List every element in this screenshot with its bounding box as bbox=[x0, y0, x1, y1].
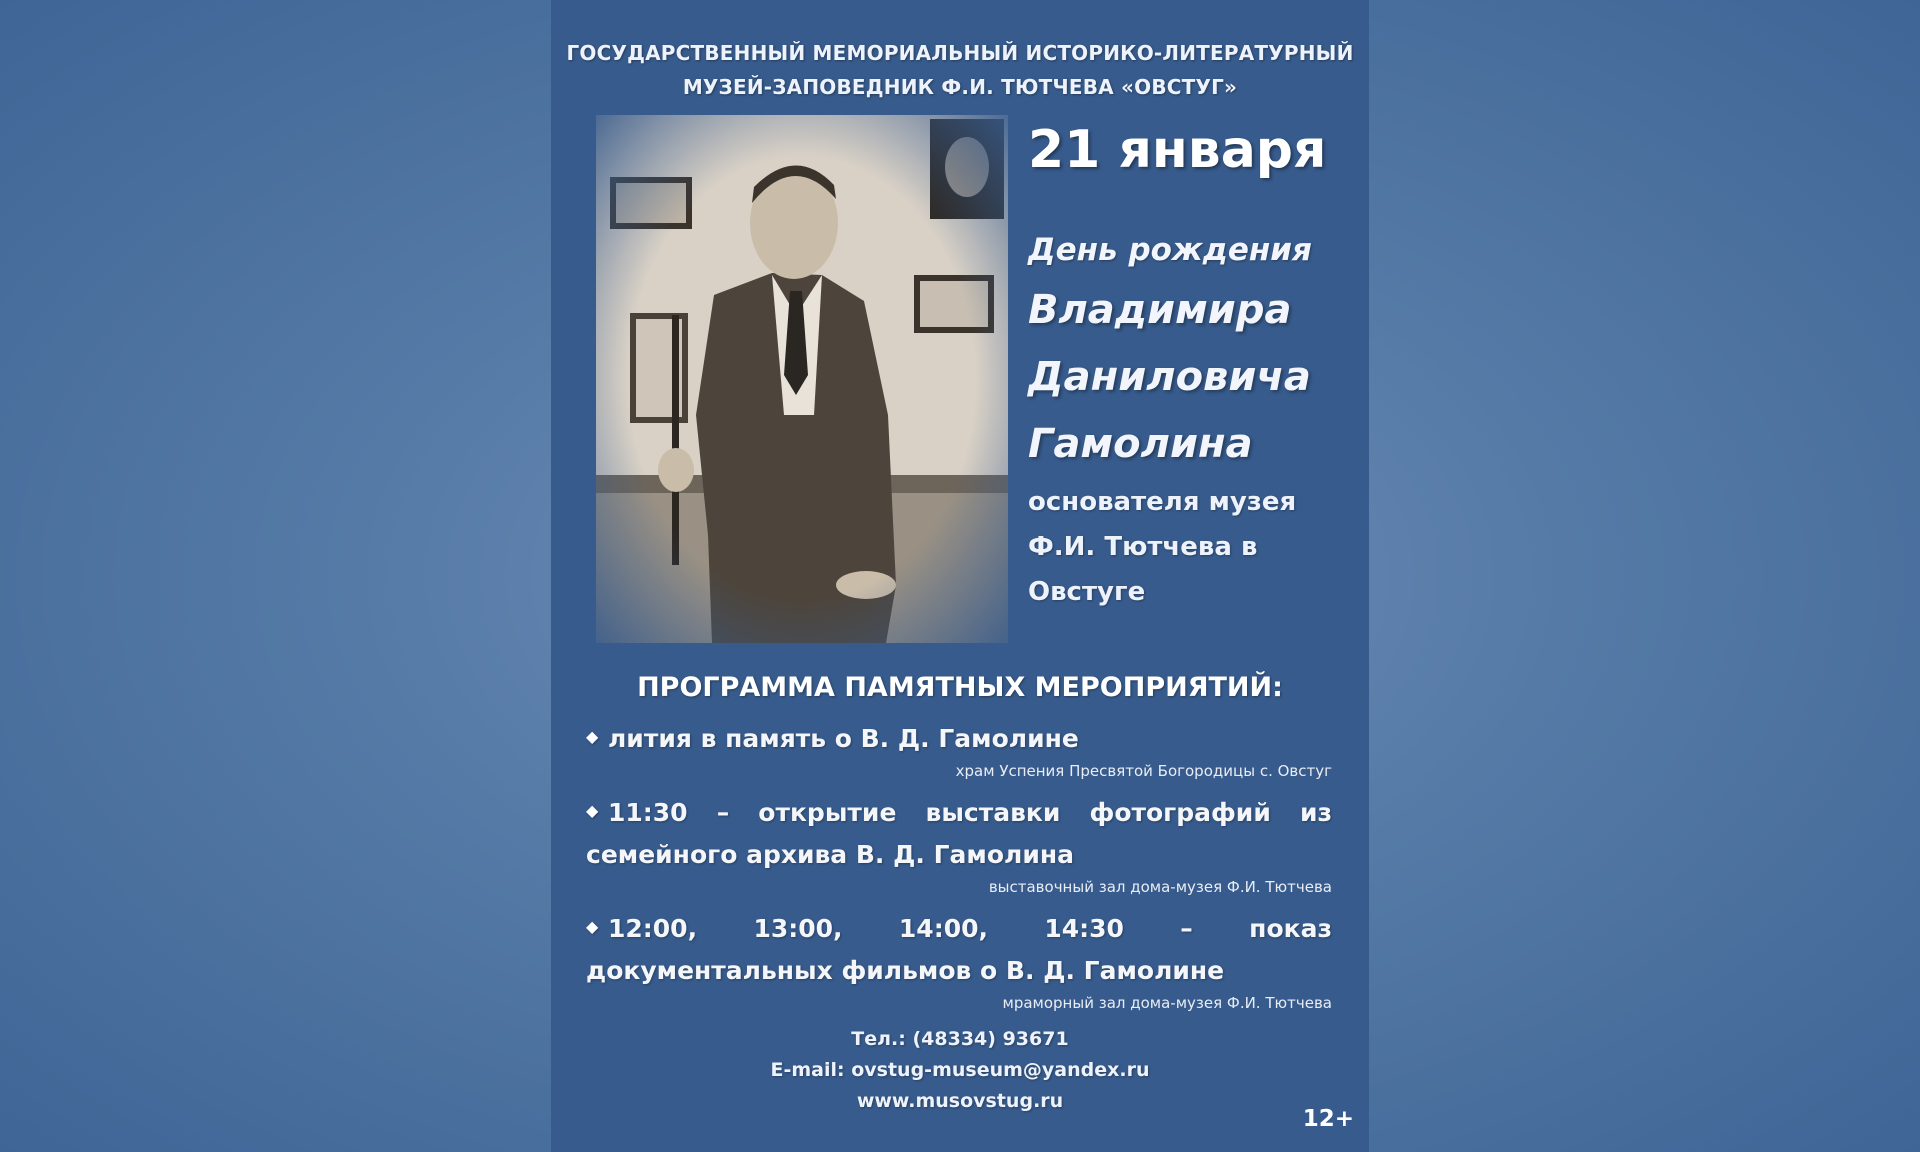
contacts bbox=[551, 1024, 1369, 1117]
program-item bbox=[586, 908, 1332, 1014]
portrait-photo bbox=[596, 115, 1008, 643]
founder-description bbox=[1028, 480, 1296, 615]
founder-line-3: Овстуге bbox=[1028, 577, 1146, 607]
museum-header bbox=[551, 36, 1369, 104]
person-name-line-2: Даниловича bbox=[1028, 354, 1311, 400]
founder-line-1: основателя музея bbox=[1028, 487, 1297, 517]
person-name-line-3: Гамолина bbox=[1028, 421, 1253, 467]
diamond-bullet-icon: ◆ bbox=[586, 917, 599, 936]
diamond-bullet-icon: ◆ bbox=[586, 801, 599, 820]
program-item-text: 12:00, 13:00, 14:00, 14:30 – показ документальных фильмов о В. Д. Гамолине bbox=[586, 914, 1332, 985]
diamond-bullet-icon: ◆ bbox=[586, 727, 599, 746]
portrait-photo-icon bbox=[596, 115, 1008, 643]
program-title: ПРОГРАММА ПАМЯТНЫХ МЕРОПРИЯТИЙ: bbox=[637, 672, 1283, 703]
program-item bbox=[586, 718, 1332, 782]
birthday-heading: День рождения bbox=[1028, 232, 1312, 268]
program-list bbox=[586, 718, 1332, 1024]
person-name-line-1: Владимира bbox=[1028, 287, 1292, 333]
contact-phone: Тел.: (48334) 93671 bbox=[851, 1028, 1069, 1050]
age-rating-badge: 12+ bbox=[1302, 1106, 1354, 1132]
program-item bbox=[586, 792, 1332, 898]
program-item-location: мраморный зал дома-музея Ф.И. Тютчева bbox=[1002, 994, 1332, 1012]
program-item-location: храм Успения Пресвятой Богородицы с. Овстуг bbox=[955, 762, 1332, 780]
contact-website: www.musovstug.ru bbox=[856, 1090, 1064, 1112]
program-item-text: лития в память о В. Д. Гамолине bbox=[608, 724, 1079, 753]
poster bbox=[551, 0, 1369, 1152]
program-item-text: 11:30 – открытие выставки фотографий из семейного архива В. Д. Гамолина bbox=[586, 798, 1332, 869]
founder-line-2: Ф.И. Тютчева в bbox=[1028, 532, 1258, 562]
contact-email: E-mail: ovstug-museum@yandex.ru bbox=[770, 1059, 1150, 1081]
museum-header-line-2: МУЗЕЙ-ЗАПОВЕДНИК Ф.И. ТЮТЧЕВА «ОВСТУГ» bbox=[682, 75, 1238, 99]
museum-header-line-1: ГОСУДАРСТВЕННЫЙ МЕМОРИАЛЬНЫЙ ИСТОРИКО-ЛИТЕРАТУРНЫЙ bbox=[566, 41, 1354, 65]
program-item-location: выставочный зал дома-музея Ф.И. Тютчева bbox=[988, 878, 1332, 896]
event-date: 21 января bbox=[1028, 120, 1327, 180]
